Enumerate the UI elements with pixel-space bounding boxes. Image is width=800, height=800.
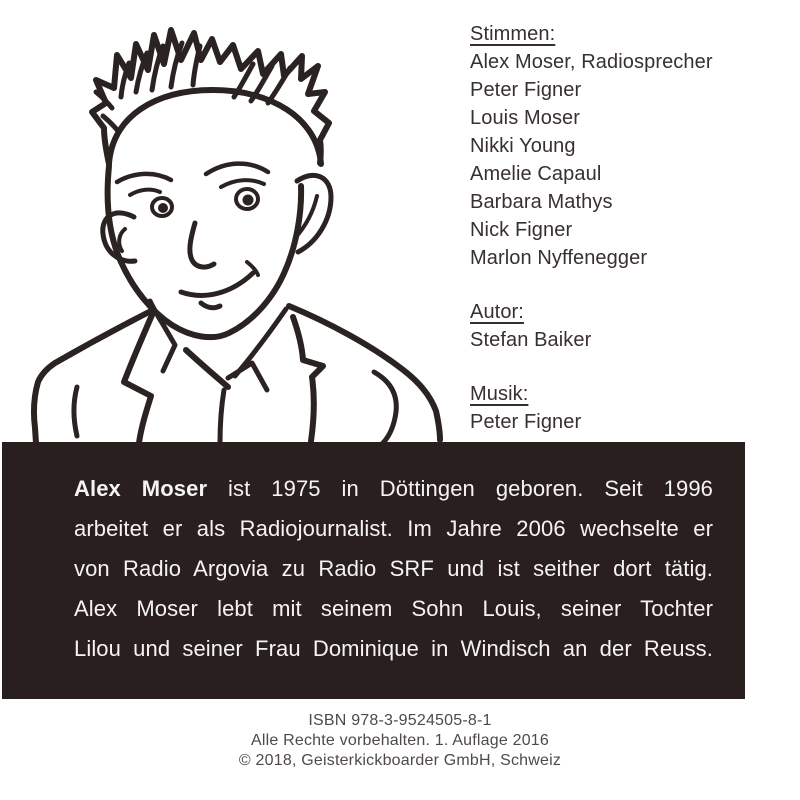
voice-name: Nikki Young (470, 135, 576, 157)
bio-line (74, 469, 713, 509)
hair-strand (193, 46, 200, 85)
left-eyebrow (117, 174, 171, 182)
rights-line: Alle Rechte vorbehalten. 1. Auflage 2016 (251, 732, 549, 749)
imprint-footer (0, 711, 800, 771)
smile-mouth (181, 273, 253, 295)
left-collar-inner (186, 350, 228, 387)
right-pupil (243, 195, 254, 206)
collar-tip (228, 363, 267, 390)
man-portrait-illustration (0, 0, 450, 444)
left-ear-inner (119, 229, 125, 251)
shirt-placket (220, 390, 224, 443)
left-sleeve-seam (74, 387, 77, 436)
bio-line: von Radio Argovia zu Radio SRF und ist seither dort tätig. (74, 556, 713, 581)
voice-name: Peter Figner (470, 79, 582, 101)
voice-name: Nick Figner (470, 219, 573, 241)
right-eyebrow-stroke (221, 180, 264, 187)
right-sleeve-seam (374, 372, 396, 444)
credits-column (470, 20, 780, 436)
left-pupil (158, 203, 168, 213)
voice-name: Barbara Mathys (470, 191, 613, 213)
bio-line: arbeitet er als Radiojournalist. Im Jahre 2006 wechselte er (74, 516, 713, 541)
copyright-line: © 2018, Geisterkickboarder GmbH, Schweiz (238, 752, 562, 769)
voice-name: Marlon Nyffenegger (470, 247, 648, 269)
head-crown-outline (109, 90, 321, 164)
left-shoulder (34, 312, 149, 443)
hair-outline (92, 30, 329, 164)
voice-name: Amelie Capaul (470, 163, 602, 185)
chin-line (201, 303, 220, 308)
bio-line: Lilou und seiner Frau Dominique in Windisch an der Reuss. (74, 636, 713, 661)
author-section (470, 298, 780, 354)
left-eyebrow-stroke (130, 190, 160, 195)
author-heading: Autor: (470, 301, 524, 323)
bio-box (2, 442, 745, 699)
music-name: Peter Figner (470, 411, 582, 433)
isbn-line: ISBN 978-3-9524505-8-1 (308, 712, 492, 729)
voices-heading: Stimmen: (470, 23, 556, 45)
nose (190, 223, 214, 267)
bio-intro-bold: Alex Moser (74, 476, 208, 501)
voice-name: Louis Moser (470, 107, 581, 129)
hair-strand (268, 68, 290, 103)
bio-line: Alex Moser lebt mit seinem Sohn Louis, seiner Tochter (74, 596, 713, 621)
voices-section (470, 20, 780, 272)
right-eyebrow (206, 164, 268, 174)
voice-name: Alex Moser, Radiosprecher (470, 51, 713, 73)
right-lapel (293, 317, 323, 441)
bio-line-text: ist 1975 in Döttingen geboren. Seit 1996 (228, 476, 713, 501)
music-heading: Musik: (470, 383, 529, 405)
music-section (470, 380, 780, 436)
author-name: Stefan Baiker (470, 329, 592, 351)
left-lapel (124, 315, 152, 443)
